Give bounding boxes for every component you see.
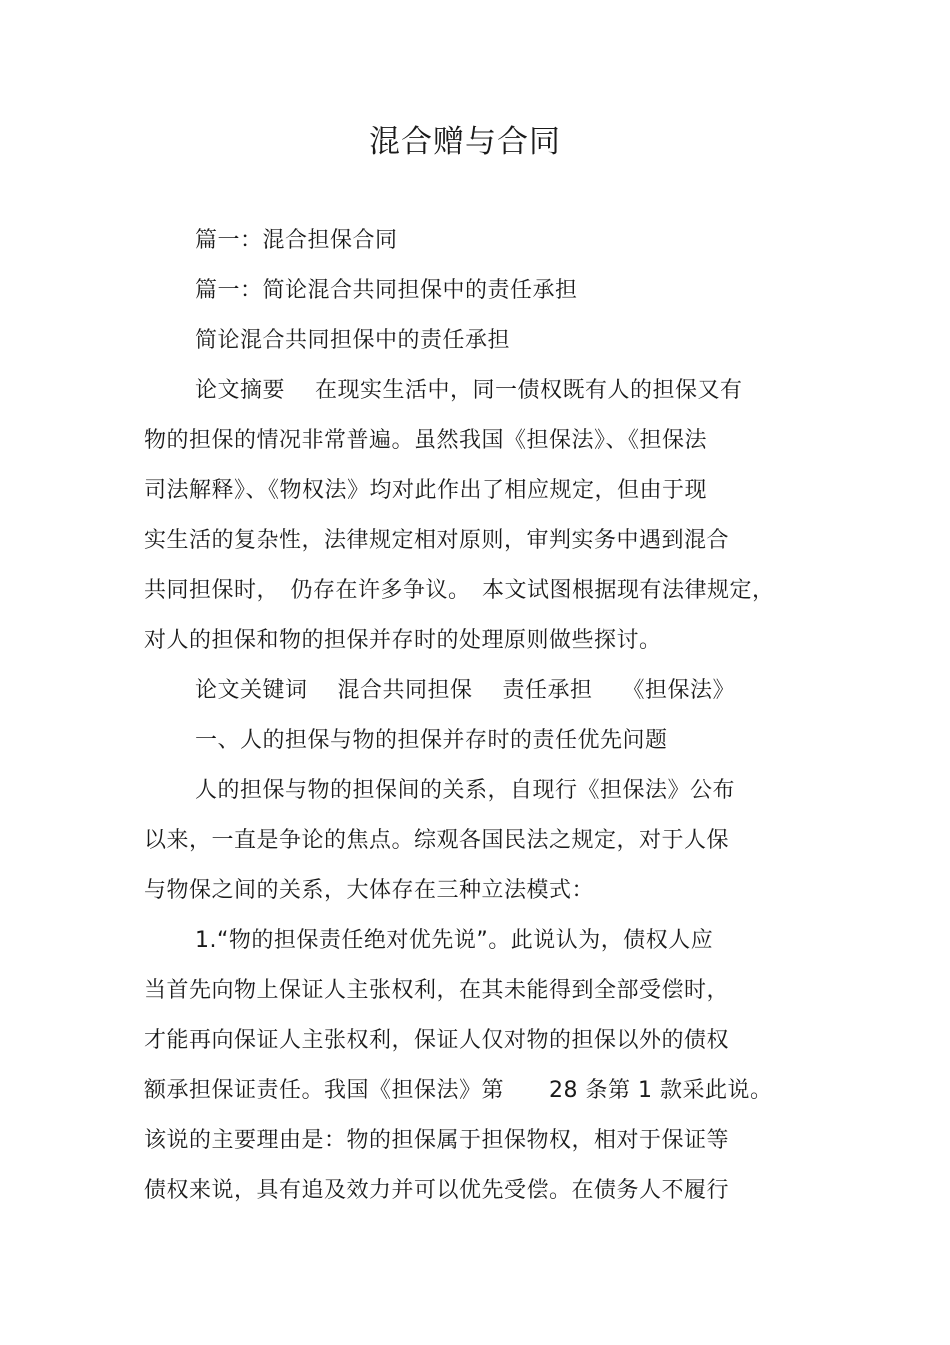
text-line: 以来，一直是争论的焦点。综观各国民法之规定，对于人保 (144, 828, 730, 853)
text-line: 论文关键词 混合共同担保 责任承担 《担保法》 (195, 678, 735, 703)
text-line: 当首先向物上保证人主张权利，在其未能得到全部受偿时， (144, 978, 730, 1003)
text-line: 篇一：简论混合共同担保中的责任承担 (195, 278, 578, 303)
text-line: 才能再向保证人主张权利，保证人仅对物的担保以外的债权 (144, 1028, 730, 1053)
text-line: 共同担保时， 仍存在许多争议。 本文试图根据现有法律规定， (144, 578, 775, 603)
text-line: 对人的担保和物的担保并存时的处理原则做些探讨。 (144, 628, 662, 653)
text-line: 司法解释》、《物权法》均对此作出了相应规定，但由于现 (144, 478, 708, 503)
text-line: 简论混合共同担保中的责任承担 (195, 328, 511, 353)
text-line: 与物保之间的关系，大体存在三种立法模式： (144, 878, 595, 903)
text-line: 额承担保证责任。我国《担保法》第 28 条第 1 款采此说。 (144, 1078, 773, 1103)
section-heading: 一、人的担保与物的担保并存时的责任优先问题 (195, 728, 668, 753)
text-line: 1.“物的担保责任绝对优先说”。此说认为，债权人应 (195, 928, 714, 953)
text-line: 该说的主要理由是：物的担保属于担保物权，相对于保证等 (144, 1128, 730, 1153)
text-line: 实生活的复杂性，法律规定相对原则，审判实务中遇到混合 (144, 528, 730, 553)
text-line: 论文摘要 在现实生活中，同一债权既有人的担保又有 (195, 378, 743, 403)
text-line: 物的担保的情况非常普遍。虽然我国《担保法》、《担保法 (144, 428, 708, 453)
text-line: 篇一：混合担保合同 (195, 228, 398, 253)
document-title: 混合赠与合同 (369, 124, 561, 160)
text-line: 人的担保与物的担保间的关系，自现行《担保法》公布 (195, 778, 736, 803)
text-line: 债权来说，具有追及效力并可以优先受偿。在债务人不履行 (144, 1178, 730, 1203)
